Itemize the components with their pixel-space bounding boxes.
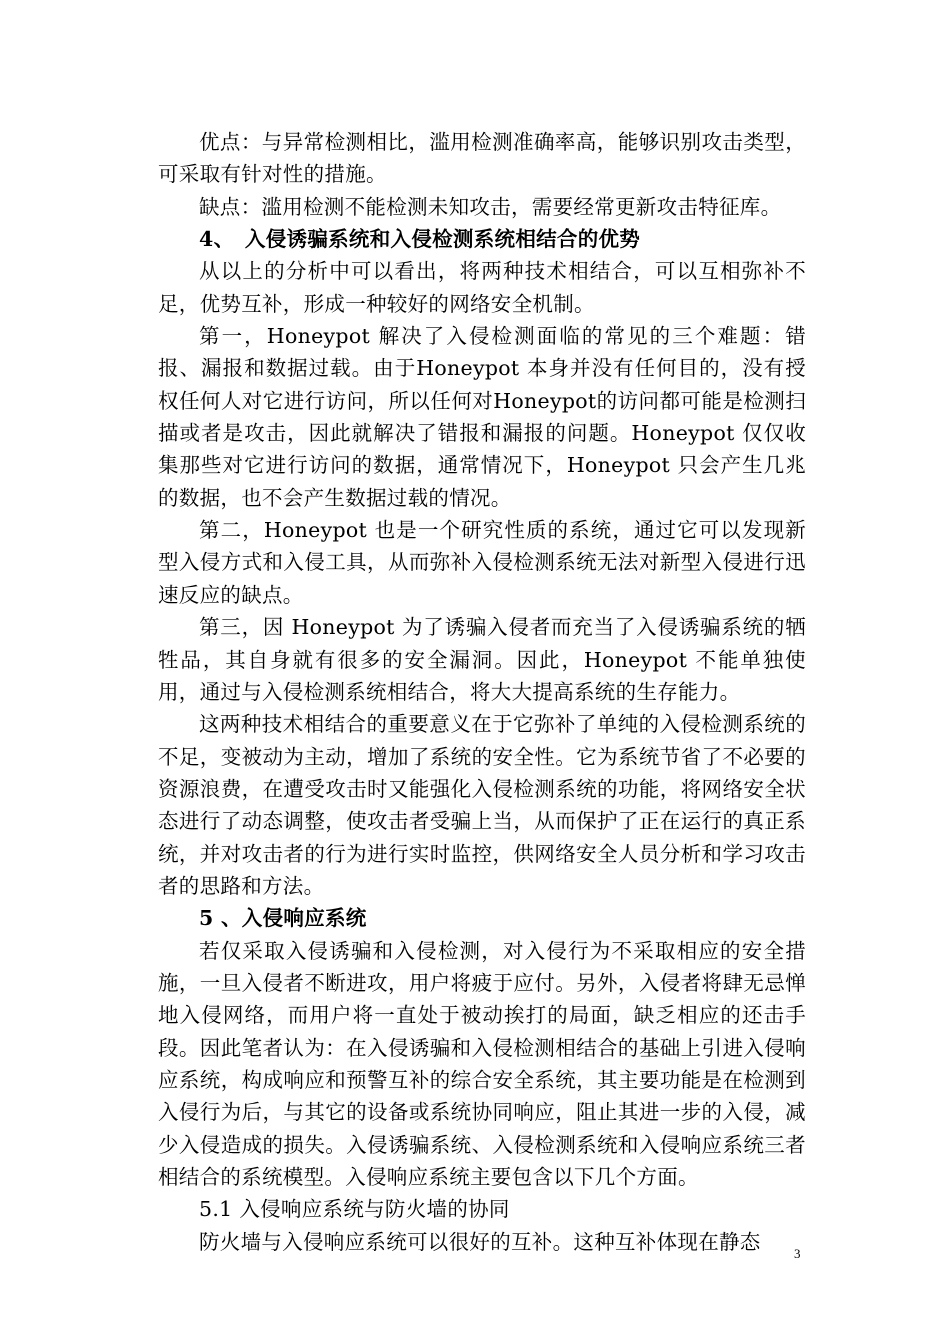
paragraph-first-point: 第一，Honeypot 解决了入侵检测面临的常见的三个难题：错报、漏报和数据过载。由于Honeypot 本身并没有任何目的，没有授权任何人对它进行访问，所以任何对Honeypot的访问都可能是检测扫描或者是攻击，因此就解决了错报和漏报的问题。Honeypot 仅仅收集那些对它进行访问的数据，通常情况下，Honeypot 只会产生几兆的数据，也不会产生数据过载的情况。	[158, 324, 806, 510]
paragraph-third-point: 第三，因 Honeypot 为了诱骗入侵者而充当了入侵诱骗系统的牺牲品，其自身就有很多的安全漏洞。因此，Honeypot 不能单独使用，通过与入侵检测系统相结合，将大大提高系统的生存能力。	[158, 615, 806, 704]
page-number: 3	[794, 1246, 801, 1261]
paragraph-second-point: 第二，Honeypot 也是一个研究性质的系统，通过它可以发现新型入侵方式和入侵工具，从而弥补入侵检测系统无法对新型入侵进行迅速反应的缺点。	[158, 518, 806, 607]
paragraph-intrusion-response: 若仅采取入侵诱骗和入侵检测，对入侵行为不采取相应的安全措施，一旦入侵者不断进攻，用户将疲于应付。另外，入侵者将肆无忌惮地入侵网络，而用户将一直处于被动挨打的局面，缺乏相应的还击手段。因此笔者认为：在入侵诱骗和入侵检测相结合的基础上引进入侵响应系统，构成响应和预警互补的综合安全系统，其主要功能是在检测到入侵行为后，与其它的设备或系统协同响应，阻止其进一步的入侵，减少入侵造成的损失。入侵诱骗系统、入侵检测系统和入侵响应系统三者相结合的系统模型。入侵响应系统主要包含以下几个方面。	[158, 938, 806, 1189]
paragraph-disadvantages: 缺点：滥用检测不能检测未知攻击，需要经常更新攻击特征库。	[199, 194, 782, 219]
section-heading-4: 4、 入侵诱骗系统和入侵检测系统相结合的优势	[199, 227, 641, 252]
paragraph-combination-intro: 从以上的分析中可以看出，将两种技术相结合，可以互相弥补不足，优势互补，形成一种较好的网络安全机制。	[158, 259, 806, 316]
paragraph-firewall: 防火墙与入侵响应系统可以很好的互补。这种互补体现在静态	[199, 1229, 761, 1254]
document-body	[158, 126, 806, 1258]
section-heading-5: 5 、入侵响应系统	[199, 906, 367, 931]
paragraph-significance: 这两种技术相结合的重要意义在于它弥补了单纯的入侵检测系统的不足，变被动为主动，增加了系统的安全性。它为系统节省了不必要的资源浪费，在遭受攻击时又能强化入侵检测系统的功能，将网络安全状态进行了动态调整，使攻击者受骗上当，从而保护了正在运行的真正系统，并对攻击者的行为进行实时监控，供网络安全人员分析和学习攻击者的思路和方法。	[158, 712, 806, 898]
subsection-heading-5-1: 5.1 入侵响应系统与防火墙的协同	[199, 1197, 510, 1222]
paragraph-advantages: 优点：与异常检测相比，滥用检测准确率高，能够识别攻击类型，可采取有针对性的措施。	[158, 130, 806, 187]
